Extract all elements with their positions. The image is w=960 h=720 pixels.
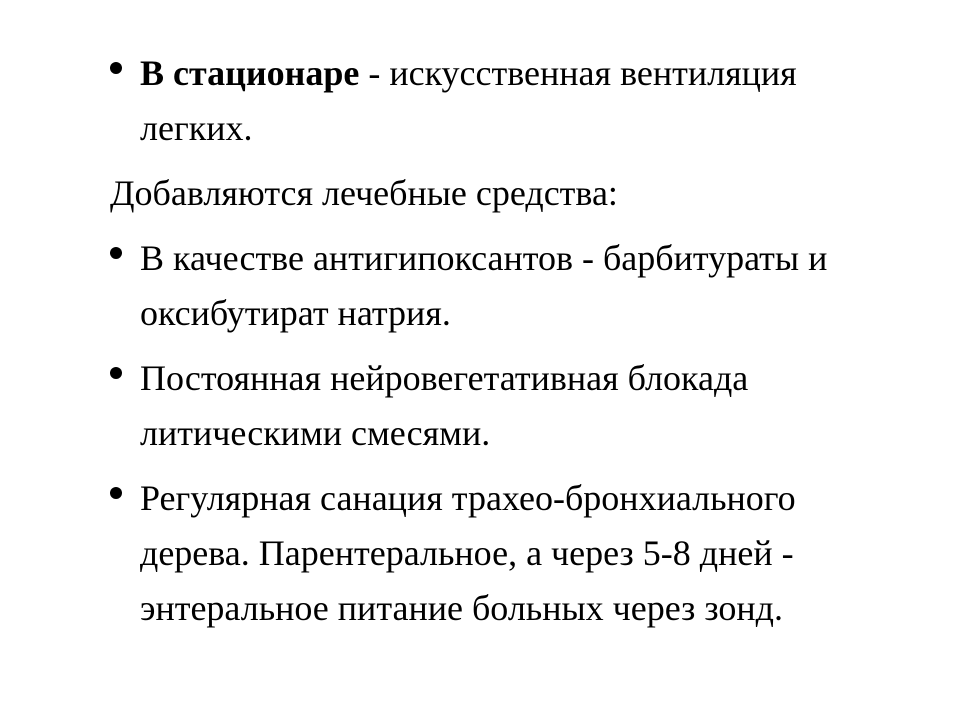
- bullet-icon: [110, 367, 122, 379]
- bullet-item-antihypoxants: [110, 231, 910, 341]
- bullet-item-hospital: [110, 46, 910, 156]
- bullet-icon: [110, 487, 122, 499]
- bullet-text: Регулярная санация трахео-бронхиального дерева. Парентеральное, а через 5-8 дней - энтеральное питание больных через зонд.: [140, 478, 796, 628]
- bullet-item-blockade: [110, 351, 910, 461]
- section-heading: [110, 166, 910, 221]
- bullet-text: - искусственная вентиляция легких.: [140, 53, 797, 148]
- slide-content: [110, 46, 910, 646]
- bullet-icon: [110, 62, 122, 74]
- bullet-item-sanitation: [110, 471, 910, 636]
- heading-text: Добавляются лечебные средства:: [110, 173, 618, 213]
- bullet-text: В качестве антигипоксантов - барбитураты и оксибутират натрия.: [140, 238, 828, 333]
- bullet-bold-text: В стационаре: [140, 53, 360, 93]
- bullet-text: Постоянная нейровегетативная блокада литическими смесями.: [140, 358, 749, 453]
- bullet-icon: [110, 247, 122, 259]
